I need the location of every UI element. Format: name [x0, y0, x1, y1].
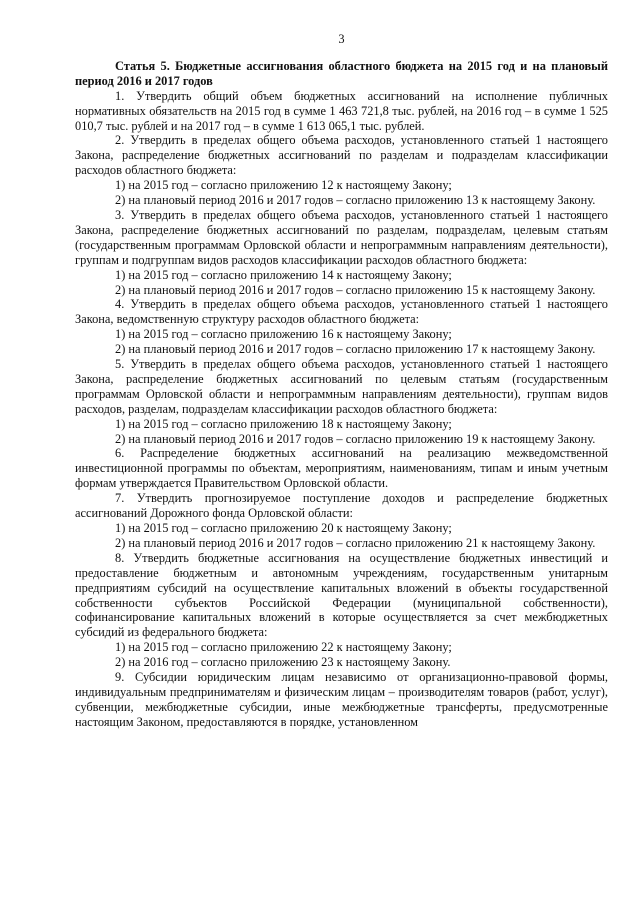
paragraph-9: 9. Субсидии юридическим лицам независимо от организационно-правовой формы, индивидуальным предпринимателям и физическим лицам – производителям товаров (работ, услуг), субвенции, межбюджетные субсидии, иные межбюджетные трансферты, предусмотренные настоящим Законом, предоставляются в порядке, установленном — [75, 670, 608, 729]
paragraph-5-item-1: 1) на 2015 год – согласно приложению 18 к настоящему Закону; — [115, 416, 452, 431]
paragraph-4-item-2: 2) на плановый период 2016 и 2017 годов – согласно приложению 17 к настоящему Закону. — [115, 342, 596, 357]
paragraph-4: 4. Утвердить в пределах общего объема расходов, установленного статьей 1 настоящего Закона, ведомственную структуру расходов областного бюджета: — [75, 297, 608, 327]
paragraph-8-item-1: 1) на 2015 год – согласно приложению 22 к настоящему Закону; — [115, 640, 452, 655]
article-heading: Статья 5. Бюджетные ассигнования областного бюджета на 2015 год и на плановый период 2016 и 2017 годов — [75, 58, 608, 88]
paragraph-3-item-1: 1) на 2015 год – согласно приложению 14 к настоящему Закону; — [115, 267, 452, 282]
paragraph-6: 6. Распределение бюджетных ассигнований на реализацию межведомственной инвестиционной программы по объектам, мероприятиям, наименованиям, типам и иным учетным формам утверждается Правительством Орловской области. — [75, 446, 608, 491]
page-number: 3 — [338, 32, 345, 46]
paragraph-7: 7. Утвердить прогнозируемое поступление доходов и распределение бюджетных ассигнований Дорожного фонда Орловской области: — [75, 491, 608, 521]
paragraph-2: 2. Утвердить в пределах общего объема расходов, установленного статьей 1 настоящего Закона, распределение бюджетных ассигнований по разделам и подразделам классификации расходов областного бюджета: — [75, 133, 608, 178]
paragraph-2-item-1: 1) на 2015 год – согласно приложению 12 к настоящему Закону; — [115, 178, 452, 193]
paragraph-7-item-2: 2) на плановый период 2016 и 2017 годов – согласно приложению 21 к настоящему Закону. — [115, 535, 596, 550]
paragraph-3-item-2: 2) на плановый период 2016 и 2017 годов – согласно приложению 15 к настоящему Закону. — [115, 282, 596, 297]
paragraph-3: 3. Утвердить в пределах общего объема расходов, установленного статьей 1 настоящего Закона, распределение бюджетных ассигнований по разделам, подразделам, целевым статьям (государственным программам Орловской области и непрограммным направлениям деятельности), группам и подгруппам видов расходов классификации расходов областного бюджета: — [75, 207, 608, 267]
paragraph-7-item-1: 1) на 2015 год – согласно приложению 20 к настоящему Закону; — [115, 521, 452, 535]
paragraph-5-item-2: 2) на плановый период 2016 и 2017 годов – согласно приложению 19 к настоящему Закону. — [115, 431, 596, 446]
paragraph-4-item-1: 1) на 2015 год – согласно приложению 16 к настоящему Закону; — [115, 327, 452, 342]
paragraph-2-item-2: 2) на плановый период 2016 и 2017 годов – согласно приложению 13 к настоящему Закону. — [115, 193, 596, 208]
paragraph-8: 8. Утвердить бюджетные ассигнования на осуществление бюджетных инвестиций и предоставление бюджетным и автономным учреждениям, государственным унитарным предприятиям субсидий на осуществление капитальных вложений в объекты государственной собственности субъектов Российской Федерации (муниципальной собственности), софинансирование капитальных вложений в которые осуществляется за счет межбюджетных субсидий из федерального бюджета: — [75, 550, 608, 640]
paragraph-1: 1. Утвердить общий объем бюджетных ассигнований на исполнение публичных нормативных обязательств на 2015 год в сумме 1 463 721,8 тыс. рублей, на 2016 год – в сумме 1 525 010,7 тыс. рублей и на 2017 год – в сумме 1 613 065,1 тыс. рублей. — [75, 88, 608, 133]
paragraph-8-item-2: 2) на 2016 год – согласно приложению 23 к настоящему Закону. — [115, 655, 451, 670]
paragraph-5: 5. Утвердить в пределах общего объема расходов, установленного статьей 1 настоящего Закона, распределение бюджетных ассигнований по целевым статьям (государственным программам Орловской области и непрограммным направлениям деятельности), группам видов расходов, разделам, подразделам классификации расходов областного бюджета: — [75, 357, 608, 416]
